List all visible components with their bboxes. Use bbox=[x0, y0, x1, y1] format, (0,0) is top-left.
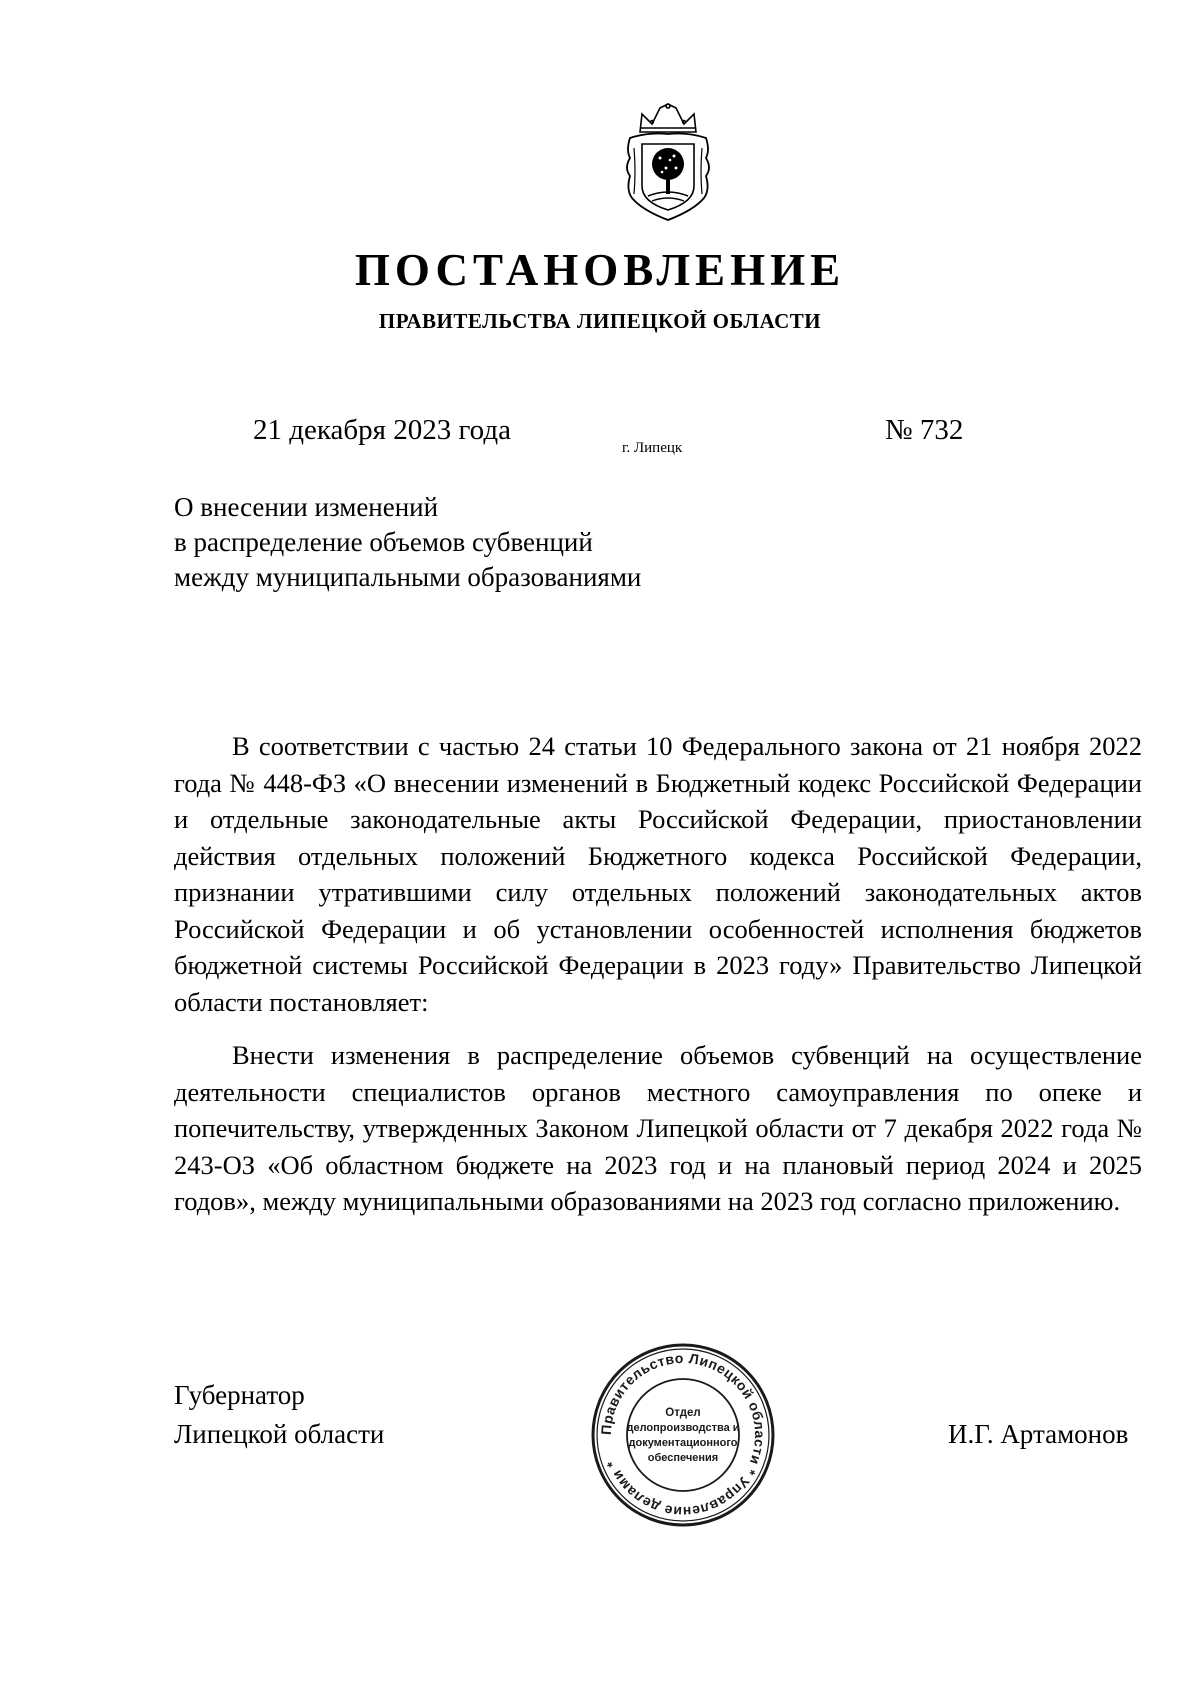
stamp-center-line: делопроизводства и bbox=[626, 1422, 740, 1434]
body-paragraph: В соответствии с частью 24 статьи 10 Федерального закона от 21 ноября 2022 года № 448-ФЗ «О внесении изменений в Бюджетный кодекс Российской Федерации и отдельные законодательные акты Российской Федерации, приостановлении действия отдельных положений Бюджетного кодекса Российской Федерации, признании утратившими силу отдельных положений законодательных актов Российской Федерации и об установлении особенностей исполнения бюджетов бюджетной системы Российской Федерации в 2023 году» Правительство Липецкой области постановляет: bbox=[174, 731, 1142, 1017]
document-heading bbox=[174, 490, 641, 595]
body-paragraph: Внести изменения в распределение объемов субвенций на осуществление деятельности специалистов органов местного самоуправления по опеке и попечительству, утвержденных Законом Липецкой области от 7 декабря 2022 года № 243-ОЗ «Об областном бюджете на 2023 год и на плановый период 2024 и 2025 годов», между муниципальными образованиями на 2023 год согласно приложению. bbox=[174, 1040, 1142, 1216]
document-date: 21 декабря 2023 года bbox=[253, 414, 511, 446]
heading-line: в распределение объемов субвенций bbox=[174, 527, 593, 557]
document-city: г. Липецк bbox=[622, 440, 683, 456]
stamp-outer-ring-text: Правительство Липецкой области * Управление делами * bbox=[597, 1349, 769, 1521]
document-title: ПОСТАНОВЛЕНИЕ bbox=[354, 245, 846, 295]
stamp-center-line: Отдел bbox=[665, 1407, 701, 1419]
coat-of-arms-emblem bbox=[622, 102, 714, 224]
signer-position bbox=[174, 1376, 384, 1454]
document-number: № 732 bbox=[885, 414, 964, 446]
document-subtitle: ПРАВИТЕЛЬСТВА ЛИПЕЦКОЙ ОБЛАСТИ bbox=[378, 309, 822, 333]
stamp-center-line: обеспечения bbox=[647, 1452, 719, 1464]
signer-position-line: Губернатор bbox=[174, 1380, 305, 1410]
signer-name: И.Г. Артамонов bbox=[948, 1419, 1129, 1449]
signer-position-line: Липецкой области bbox=[174, 1419, 385, 1449]
official-stamp bbox=[590, 1342, 776, 1528]
heading-line: О внесении изменений bbox=[174, 492, 439, 522]
svg-text:Правительство Липецкой области bbox=[598, 1350, 768, 1520]
heading-line: между муниципальными образованиями bbox=[174, 562, 642, 592]
stamp-center-line: документационного bbox=[628, 1437, 738, 1449]
